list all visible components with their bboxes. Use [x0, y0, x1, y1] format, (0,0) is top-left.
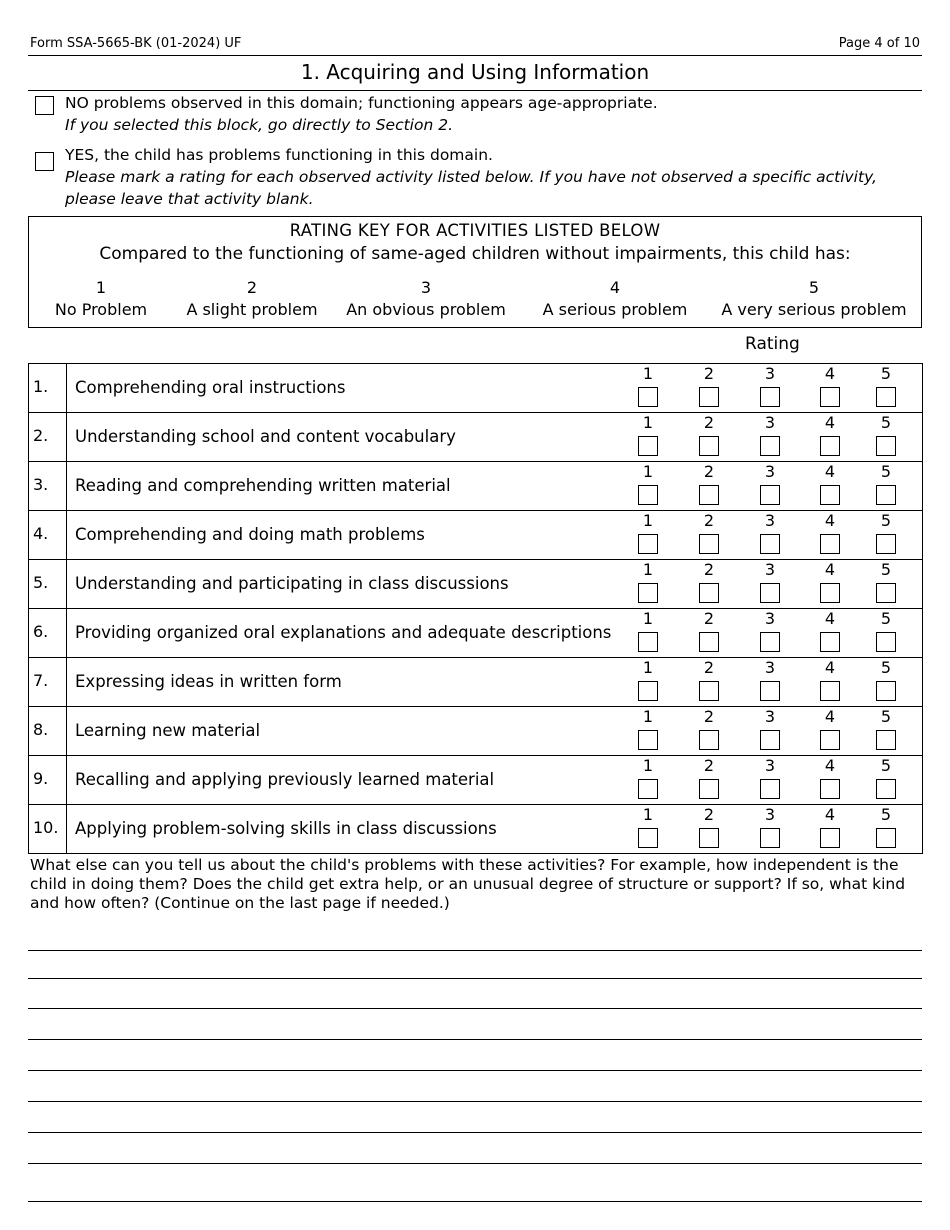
rating-number: 2: [703, 609, 715, 628]
rating-number: 5: [880, 707, 892, 726]
rating-number: 3: [764, 560, 776, 579]
rating-option-4: [820, 806, 840, 848]
rating-option-1: [638, 659, 658, 701]
activity-text: Understanding school and content vocabulary: [75, 427, 456, 446]
rating-option-2: [699, 806, 719, 848]
table-row: [29, 364, 923, 413]
rating-option-1: [638, 561, 658, 603]
header-divider: [28, 55, 922, 56]
rating-checkbox[interactable]: [820, 485, 840, 505]
rating-checkbox[interactable]: [820, 779, 840, 799]
writing-line[interactable]: [28, 950, 922, 951]
rating-option-2: [699, 463, 719, 505]
yes-problems-instruction-line2: please leave that activity blank.: [65, 190, 314, 208]
activity-text: Providing organized oral explanations and adequate descriptions: [75, 623, 612, 642]
rating-checkbox[interactable]: [638, 583, 658, 603]
rating-number: 3: [764, 707, 776, 726]
rating-option-1: [638, 806, 658, 848]
rating-checkbox[interactable]: [820, 436, 840, 456]
rating-checkbox[interactable]: [760, 387, 780, 407]
rating-option-2: [699, 708, 719, 750]
rating-options: [610, 756, 923, 805]
rating-key-level-4: [543, 277, 688, 321]
form-id: Form SSA-5665-BK (01-2024) UF: [30, 36, 242, 51]
table-row: [29, 511, 923, 560]
rating-key-box: [28, 216, 922, 328]
rating-number: 4: [824, 364, 836, 383]
rating-options: [610, 805, 923, 854]
rating-number: 4: [824, 707, 836, 726]
page-number: Page 4 of 10: [838, 36, 920, 51]
rating-key-level-number: 2: [246, 278, 258, 297]
activity-number: 10.: [33, 818, 59, 837]
rating-checkbox[interactable]: [638, 632, 658, 652]
rating-option-1: [638, 414, 658, 456]
yes-problems-checkbox[interactable]: [35, 152, 54, 171]
rating-checkbox[interactable]: [760, 583, 780, 603]
rating-option-1: [638, 610, 658, 652]
rating-option-3: [760, 365, 780, 407]
rating-number: 5: [880, 805, 892, 824]
rating-option-5: [876, 414, 896, 456]
rating-checkbox[interactable]: [699, 534, 719, 554]
rating-checkbox[interactable]: [820, 583, 840, 603]
yes-problems-instruction-line1: Please mark a rating for each observed activity listed below. If you have not observed a specific activity,: [65, 168, 877, 186]
rating-number: 2: [703, 462, 715, 481]
rating-number: 5: [880, 462, 892, 481]
rating-checkbox[interactable]: [876, 632, 896, 652]
rating-option-3: [760, 463, 780, 505]
rating-key-level-number: 4: [609, 278, 621, 297]
writing-line[interactable]: [28, 1039, 922, 1040]
rating-number: 3: [764, 511, 776, 530]
activity-text: Expressing ideas in written form: [75, 672, 342, 691]
activity-text: Recalling and applying previously learned material: [75, 770, 495, 789]
activity-number: 5.: [33, 573, 49, 592]
table-row: [29, 658, 923, 707]
rating-option-3: [760, 414, 780, 456]
activity-number: 6.: [33, 622, 49, 641]
activity-text: Understanding and participating in class discussions: [75, 574, 509, 593]
rating-option-4: [820, 610, 840, 652]
rating-options: [610, 462, 923, 511]
activities-table: [28, 363, 923, 854]
rating-column-header: Rating: [745, 334, 800, 354]
rating-option-4: [820, 757, 840, 799]
activity-text: Comprehending and doing math problems: [75, 525, 425, 544]
rating-checkbox[interactable]: [699, 681, 719, 701]
rating-key-level-5: [721, 277, 906, 321]
rating-number: 1: [642, 462, 654, 481]
rating-key-level-label: A serious problem: [542, 300, 688, 319]
table-row: [29, 609, 923, 658]
rating-option-4: [820, 659, 840, 701]
rating-checkbox[interactable]: [638, 730, 658, 750]
rating-checkbox[interactable]: [876, 485, 896, 505]
rating-option-1: [638, 512, 658, 554]
rating-options: [610, 511, 923, 560]
no-problems-checkbox[interactable]: [35, 96, 54, 115]
rating-options: [610, 609, 923, 658]
rating-number: 2: [703, 707, 715, 726]
activity-number: 4.: [33, 524, 49, 543]
rating-number: 1: [642, 413, 654, 432]
rating-option-5: [876, 659, 896, 701]
rating-checkbox[interactable]: [820, 632, 840, 652]
rating-option-5: [876, 610, 896, 652]
rating-option-1: [638, 365, 658, 407]
rating-checkbox[interactable]: [699, 730, 719, 750]
activity-number: 7.: [33, 671, 49, 690]
activity-number: 3.: [33, 475, 49, 494]
rating-checkbox[interactable]: [699, 387, 719, 407]
rating-options: [610, 707, 923, 756]
rating-option-4: [820, 512, 840, 554]
rating-option-5: [876, 757, 896, 799]
rating-option-2: [699, 757, 719, 799]
rating-number: 3: [764, 364, 776, 383]
rating-number: 3: [764, 413, 776, 432]
rating-checkbox[interactable]: [876, 583, 896, 603]
rating-checkbox[interactable]: [876, 779, 896, 799]
activity-number: 9.: [33, 769, 49, 788]
writing-line[interactable]: [28, 1008, 922, 1009]
rating-checkbox[interactable]: [638, 485, 658, 505]
table-row: [29, 756, 923, 805]
rating-option-4: [820, 708, 840, 750]
rating-checkbox[interactable]: [760, 681, 780, 701]
table-row: [29, 805, 923, 854]
rating-option-1: [638, 708, 658, 750]
rating-number: 2: [703, 511, 715, 530]
rating-number: 2: [703, 756, 715, 775]
rating-number: 1: [642, 364, 654, 383]
section-title: 1. Acquiring and Using Information: [300, 60, 650, 84]
rating-key-subtitle: Compared to the functioning of same-aged children without impairments, this child has:: [99, 244, 851, 264]
rating-number: 5: [880, 413, 892, 432]
rating-number: 5: [880, 756, 892, 775]
rating-checkbox[interactable]: [820, 730, 840, 750]
rating-checkbox[interactable]: [638, 534, 658, 554]
rating-options: [610, 658, 923, 707]
rating-option-5: [876, 463, 896, 505]
rating-number: 3: [764, 805, 776, 824]
no-problems-instruction: If you selected this block, go directly to Section 2.: [65, 116, 454, 134]
rating-number: 2: [703, 658, 715, 677]
rating-checkbox[interactable]: [876, 730, 896, 750]
no-problems-label: NO problems observed in this domain; functioning appears age-appropriate.: [65, 94, 658, 112]
rating-checkbox[interactable]: [699, 485, 719, 505]
rating-number: 1: [642, 756, 654, 775]
rating-option-5: [876, 365, 896, 407]
rating-checkbox[interactable]: [760, 632, 780, 652]
rating-number: 4: [824, 462, 836, 481]
rating-number: 5: [880, 560, 892, 579]
writing-line[interactable]: [28, 1070, 922, 1071]
writing-line[interactable]: [28, 978, 922, 979]
rating-key-level-3: [346, 277, 506, 321]
table-row: [29, 560, 923, 609]
table-row: [29, 707, 923, 756]
rating-key-level-1: [55, 277, 147, 321]
rating-checkbox[interactable]: [820, 828, 840, 848]
rating-checkbox[interactable]: [699, 583, 719, 603]
rating-key-level-number: 5: [808, 278, 820, 297]
rating-checkbox[interactable]: [638, 779, 658, 799]
rating-key-level-label: A very serious problem: [721, 300, 907, 319]
rating-key-level-label: An obvious problem: [346, 300, 506, 319]
rating-checkbox[interactable]: [760, 485, 780, 505]
rating-option-5: [876, 512, 896, 554]
rating-number: 3: [764, 609, 776, 628]
activity-text: Reading and comprehending written material: [75, 476, 451, 495]
table-row: [29, 413, 923, 462]
writing-line[interactable]: [28, 1201, 922, 1202]
rating-number: 1: [642, 511, 654, 530]
rating-option-4: [820, 414, 840, 456]
rating-checkbox[interactable]: [638, 387, 658, 407]
rating-key-level-number: 1: [95, 278, 107, 297]
rating-number: 4: [824, 756, 836, 775]
writing-line[interactable]: [28, 1101, 922, 1102]
rating-number: 1: [642, 560, 654, 579]
rating-option-2: [699, 659, 719, 701]
rating-checkbox[interactable]: [699, 779, 719, 799]
rating-number: 4: [824, 413, 836, 432]
writing-line[interactable]: [28, 1163, 922, 1164]
rating-checkbox[interactable]: [638, 681, 658, 701]
rating-checkbox[interactable]: [820, 387, 840, 407]
rating-number: 4: [824, 658, 836, 677]
rating-options: [610, 413, 923, 462]
rating-option-5: [876, 806, 896, 848]
rating-key-level-label: No Problem: [54, 300, 148, 319]
rating-number: 3: [764, 462, 776, 481]
rating-number: 5: [880, 658, 892, 677]
activity-text: Learning new material: [75, 721, 261, 740]
rating-number: 5: [880, 609, 892, 628]
rating-option-2: [699, 512, 719, 554]
rating-checkbox[interactable]: [760, 534, 780, 554]
comments-prompt: What else can you tell us about the child's problems with these activities? For example, how independent is the child in doing them? Does the child get extra help, or an unusual degree of structure or support? If so, what kind and how often? (Continue on the last page if needed.): [30, 856, 906, 912]
activity-number: 2.: [33, 426, 49, 445]
rating-option-2: [699, 414, 719, 456]
rating-option-1: [638, 757, 658, 799]
rating-option-3: [760, 757, 780, 799]
rating-number: 2: [703, 805, 715, 824]
rating-checkbox[interactable]: [699, 436, 719, 456]
rating-number: 2: [703, 413, 715, 432]
rating-checkbox[interactable]: [699, 632, 719, 652]
rating-option-4: [820, 561, 840, 603]
rating-number: 1: [642, 707, 654, 726]
title-divider: [28, 90, 922, 91]
activity-number: 1.: [33, 377, 49, 396]
rating-checkbox[interactable]: [638, 828, 658, 848]
rating-option-3: [760, 512, 780, 554]
rating-options: [610, 364, 923, 413]
rating-option-4: [820, 463, 840, 505]
rating-option-5: [876, 708, 896, 750]
rating-checkbox[interactable]: [638, 436, 658, 456]
rating-option-3: [760, 806, 780, 848]
activity-text: Applying problem-solving skills in class discussions: [75, 819, 497, 838]
activity-text: Comprehending oral instructions: [75, 378, 346, 397]
rating-checkbox[interactable]: [760, 436, 780, 456]
rating-checkbox[interactable]: [876, 828, 896, 848]
rating-number: 1: [642, 805, 654, 824]
writing-line[interactable]: [28, 1132, 922, 1133]
rating-number: 3: [764, 658, 776, 677]
rating-option-5: [876, 561, 896, 603]
rating-key-level-number: 3: [420, 278, 432, 297]
rating-number: 3: [764, 756, 776, 775]
rating-number: 4: [824, 560, 836, 579]
rating-number: 1: [642, 609, 654, 628]
rating-checkbox[interactable]: [876, 436, 896, 456]
rating-checkbox[interactable]: [760, 779, 780, 799]
rating-checkbox[interactable]: [876, 534, 896, 554]
activity-number: 8.: [33, 720, 49, 739]
rating-number: 4: [824, 805, 836, 824]
rating-number: 1: [642, 658, 654, 677]
rating-number: 4: [824, 609, 836, 628]
table-row: [29, 462, 923, 511]
rating-number: 4: [824, 511, 836, 530]
rating-number: 5: [880, 364, 892, 383]
rating-checkbox[interactable]: [699, 828, 719, 848]
rating-number: 2: [703, 560, 715, 579]
rating-option-4: [820, 365, 840, 407]
rating-option-2: [699, 365, 719, 407]
rating-checkbox[interactable]: [760, 730, 780, 750]
rating-option-1: [638, 463, 658, 505]
rating-option-3: [760, 659, 780, 701]
rating-checkbox[interactable]: [876, 387, 896, 407]
rating-key-level-2: [186, 277, 317, 321]
rating-option-2: [699, 610, 719, 652]
rating-checkbox[interactable]: [820, 534, 840, 554]
rating-key-level-label: A slight problem: [186, 300, 318, 319]
rating-option-3: [760, 561, 780, 603]
rating-number: 2: [703, 364, 715, 383]
rating-option-2: [699, 561, 719, 603]
rating-checkbox[interactable]: [876, 681, 896, 701]
rating-options: [610, 560, 923, 609]
rating-number: 5: [880, 511, 892, 530]
rating-checkbox[interactable]: [820, 681, 840, 701]
rating-option-3: [760, 708, 780, 750]
yes-problems-label: YES, the child has problems functioning in this domain.: [65, 146, 493, 164]
rating-key-title: RATING KEY FOR ACTIVITIES LISTED BELOW: [289, 221, 661, 240]
rating-checkbox[interactable]: [760, 828, 780, 848]
rating-option-3: [760, 610, 780, 652]
